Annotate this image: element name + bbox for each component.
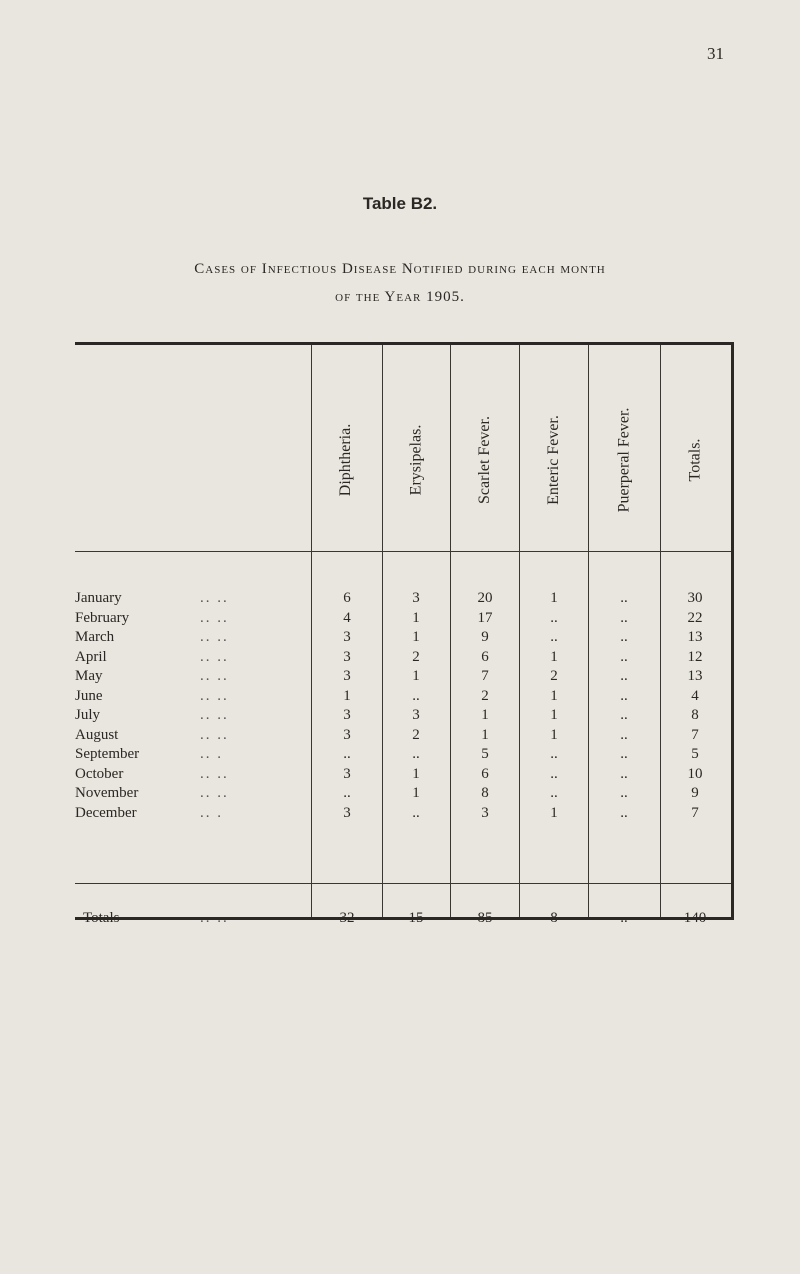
leader-dots: .. .. <box>200 910 229 926</box>
cell-total: 22 <box>687 609 703 626</box>
cell-scarlet-fever: 6 <box>481 765 489 782</box>
totals-grand-total: 140 <box>683 910 707 926</box>
cell-total: 10 <box>687 765 703 782</box>
leader-dots: .. .. <box>200 648 229 665</box>
cell-puerperal-fever: .. <box>620 707 628 723</box>
cell-scarlet-fever: 1 <box>481 726 489 743</box>
leader-dots: .. . <box>200 804 223 821</box>
cell-puerperal-fever: .. <box>620 629 628 645</box>
table-row <box>75 628 731 647</box>
cell-erysipelas: 1 <box>412 668 420 684</box>
cell-scarlet-fever: 1 <box>481 707 489 723</box>
cell-total: 30 <box>687 590 703 606</box>
month-name: April <box>75 648 107 665</box>
cell-scarlet-fever: 2 <box>481 687 489 704</box>
cell-erysipelas: 1 <box>412 609 420 626</box>
cell-erysipelas: 2 <box>412 648 420 665</box>
cell-total: 13 <box>687 629 703 645</box>
leader-dots: .. . <box>200 746 223 762</box>
table-row <box>75 804 731 823</box>
leader-dots: .. .. <box>200 726 229 743</box>
totals-puerperal-fever: .. <box>620 910 628 926</box>
cell-scarlet-fever: 5 <box>481 746 489 762</box>
cell-erysipelas: 1 <box>412 785 420 801</box>
table-row <box>75 687 731 706</box>
cell-enteric-fever: 1 <box>550 687 558 704</box>
cell-erysipelas: .. <box>412 746 420 762</box>
totals-scarlet-fever: 85 <box>477 910 493 926</box>
cell-erysipelas: 1 <box>412 629 420 645</box>
leader-dots: .. .. <box>200 668 229 684</box>
page-number: 31 <box>707 44 724 63</box>
cell-total: 13 <box>687 668 703 684</box>
cell-diphtheria: 1 <box>343 687 351 704</box>
month-name: July <box>75 707 101 723</box>
cell-puerperal-fever: .. <box>620 687 628 704</box>
cell-total: 7 <box>691 726 699 743</box>
cell-diphtheria: 6 <box>343 590 351 606</box>
cell-puerperal-fever: .. <box>620 765 628 782</box>
cell-scarlet-fever: 3 <box>481 804 489 821</box>
cell-puerperal-fever: .. <box>620 590 628 606</box>
totals-row <box>75 909 731 928</box>
month-name: June <box>75 687 103 704</box>
leader-dots: .. .. <box>200 687 229 704</box>
col-header-enteric-fever: Enteric Fever. <box>545 415 562 505</box>
col-header-totals: Totals. <box>686 438 703 482</box>
cell-erysipelas: 2 <box>412 726 420 743</box>
cell-scarlet-fever: 20 <box>477 590 493 606</box>
leader-dots: .. .. <box>200 707 229 723</box>
cell-diphtheria: .. <box>343 746 351 762</box>
cell-puerperal-fever: .. <box>620 804 628 821</box>
table-row <box>75 589 731 608</box>
cell-diphtheria: 4 <box>343 609 351 626</box>
leader-dots: .. .. <box>200 765 229 782</box>
table-row <box>75 726 731 745</box>
cell-puerperal-fever: .. <box>620 785 628 801</box>
header-rule <box>75 551 731 552</box>
table-row <box>75 706 731 725</box>
cell-enteric-fever: 1 <box>550 804 558 821</box>
table-row <box>75 648 731 667</box>
cell-total: 8 <box>691 707 699 723</box>
cell-puerperal-fever: .. <box>620 668 628 684</box>
cell-diphtheria: .. <box>343 785 351 801</box>
table-row <box>75 609 731 628</box>
cell-enteric-fever: 2 <box>550 668 558 684</box>
cell-scarlet-fever: 6 <box>481 648 489 665</box>
cell-diphtheria: 3 <box>343 765 351 782</box>
cell-total: 7 <box>691 804 699 821</box>
cell-total: 9 <box>691 785 699 801</box>
leader-dots: .. .. <box>200 785 229 801</box>
cell-erysipelas: 1 <box>412 765 420 782</box>
cell-total: 12 <box>687 648 703 665</box>
cell-diphtheria: 3 <box>343 707 351 723</box>
month-name: September <box>75 746 140 762</box>
table-row <box>75 667 731 686</box>
caption-line-1: Cases of Infectious Disease Notified during each month <box>194 261 606 277</box>
cell-scarlet-fever: 17 <box>477 609 493 626</box>
cell-diphtheria: 3 <box>343 629 351 645</box>
data-table <box>75 342 734 926</box>
cell-enteric-fever: .. <box>550 746 558 762</box>
cell-erysipelas: 3 <box>412 590 420 606</box>
col-header-scarlet-fever: Scarlet Fever. <box>476 416 493 504</box>
totals-enteric-fever: 8 <box>550 910 558 926</box>
col-header-erysipelas: Erysipelas. <box>407 424 424 496</box>
cell-puerperal-fever: .. <box>620 726 628 743</box>
cell-enteric-fever: 1 <box>550 707 558 723</box>
totals-rule <box>75 883 731 884</box>
month-name: August <box>75 726 119 743</box>
cell-scarlet-fever: 9 <box>481 629 489 645</box>
caption-line-2: of the Year 1905. <box>335 289 465 305</box>
cell-erysipelas: .. <box>412 687 420 704</box>
cell-enteric-fever: .. <box>550 609 558 626</box>
table-label: Table B2. <box>362 194 438 213</box>
cell-erysipelas: .. <box>412 804 420 821</box>
table-row <box>75 784 731 803</box>
cell-enteric-fever: .. <box>550 765 558 782</box>
cell-total: 4 <box>691 687 699 704</box>
leader-dots: .. .. <box>200 590 229 606</box>
month-name: December <box>75 804 137 821</box>
leader-dots: .. .. <box>200 609 229 626</box>
totals-erysipelas: 15 <box>408 910 424 926</box>
cell-enteric-fever: 1 <box>550 726 558 743</box>
table-caption <box>80 255 720 311</box>
cell-enteric-fever: 1 <box>550 590 558 606</box>
cell-diphtheria: 3 <box>343 668 351 684</box>
month-name: March <box>75 629 115 645</box>
totals-label: Totals <box>83 910 120 926</box>
leader-dots: .. .. <box>200 629 229 645</box>
col-header-puerperal-fever: Puerperal Fever. <box>615 407 633 513</box>
table-row <box>75 765 731 784</box>
cell-enteric-fever: .. <box>550 785 558 801</box>
month-name: November <box>75 785 139 801</box>
cell-diphtheria: 3 <box>343 726 351 743</box>
month-name: January <box>75 590 122 606</box>
cell-diphtheria: 3 <box>343 804 351 821</box>
month-name: May <box>75 668 103 684</box>
month-name: February <box>75 609 130 626</box>
cell-puerperal-fever: .. <box>620 648 628 665</box>
cell-scarlet-fever: 8 <box>481 785 489 801</box>
cell-puerperal-fever: .. <box>620 746 628 762</box>
cell-total: 5 <box>691 746 699 762</box>
cell-puerperal-fever: .. <box>620 609 628 626</box>
totals-diphtheria: 32 <box>339 910 355 926</box>
table-row <box>75 745 731 764</box>
cell-scarlet-fever: 7 <box>481 668 489 684</box>
month-name: October <box>75 765 124 782</box>
cell-enteric-fever: 1 <box>550 648 558 665</box>
cell-enteric-fever: .. <box>550 629 558 645</box>
col-header-diphtheria: Diphtheria. <box>337 423 355 497</box>
cell-diphtheria: 3 <box>343 648 351 665</box>
cell-erysipelas: 3 <box>412 707 420 723</box>
